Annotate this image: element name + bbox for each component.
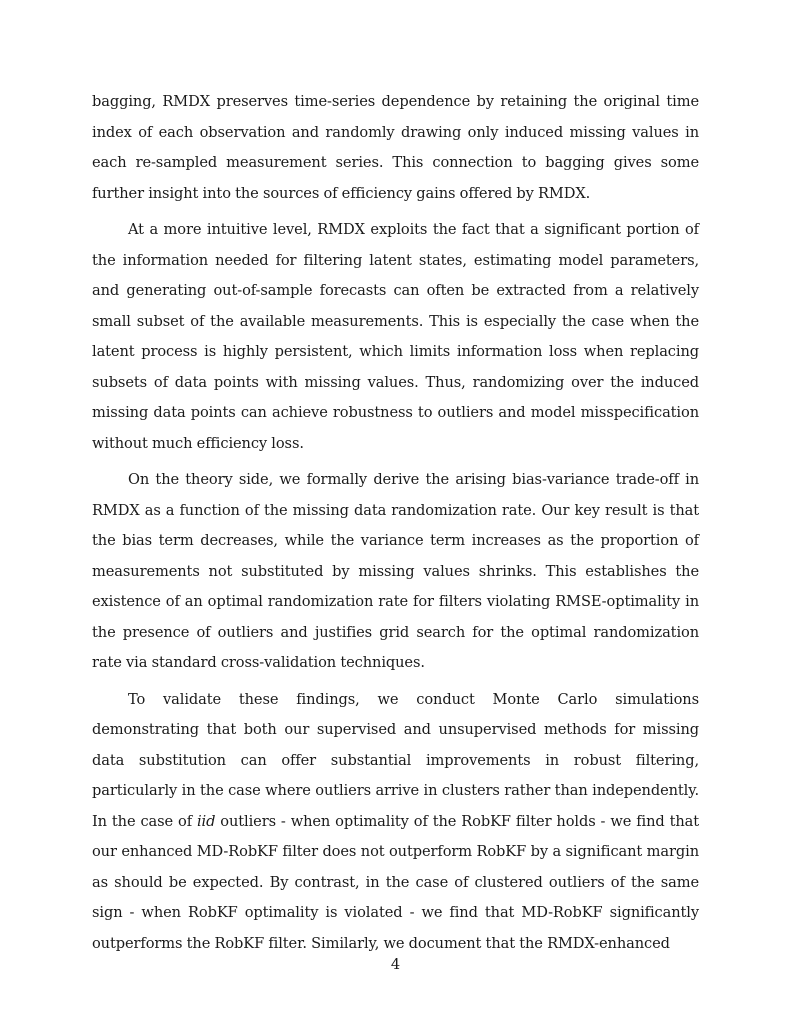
paragraph-1: bagging, RMDX preserves time-series dependence by retaining the original time index of each observation and randomly drawing only induced missing values in each re-sampled measurement series. This connection to bagging gives some further insight into the sources of efficiency gains offered by RMDX. <box>92 93 699 202</box>
paragraph-3: On the theory side, we formally derive the arising bias-variance trade-off in RMDX as a function of the missing data randomization rate. Our key result is that the bias term decreases, while the variance term increases as the proportion of measurements not substituted by missing values shrinks. This establishes the existence of an optimal randomization rate for filters violating RMSE-optimality in the presence of outliers and justifies grid search for the optimal randomization rate via standard cross-validation techniques. <box>92 471 699 671</box>
paragraph-4 <box>92 685 699 960</box>
iid-emphasis: iid <box>196 812 216 830</box>
page-body <box>92 87 699 959</box>
paragraph-4-text-before: To validate these findings, we conduct Monte Carlo simulations demonstrating that both our supervised and unsupervised methods for missing data substitution can offer substantial improvements in robust filtering, particularly in the case where outliers arrive in clusters rather than independently. In the case of <box>92 690 699 830</box>
paragraph-4-text-after: outliers - when optimality of the RobKF filter holds - we find that our enhanced MD-RobKF filter does not outperform RobKF by a significant margin as should be expected. By contrast, in the case of clustered outliers of the same sign - when RobKF optimality is violated - we find that MD-RobKF significantly outperforms the RobKF filter. Similarly, we document that the RMDX-enhanced <box>92 812 700 952</box>
paragraph-2: At a more intuitive level, RMDX exploits the fact that a significant portion of the information needed for filtering latent states, estimating model parameters, and generating out-of-sample forecasts can often be extracted from a relatively small subset of the available measurements. This is especially the case when the latent process is highly persistent, which limits information loss when replacing subsets of data points with missing values. Thus, randomizing over the induced missing data points can achieve robustness to outliers and model misspecification without much efficiency loss. <box>92 221 699 452</box>
page-number: 4 <box>390 956 401 973</box>
